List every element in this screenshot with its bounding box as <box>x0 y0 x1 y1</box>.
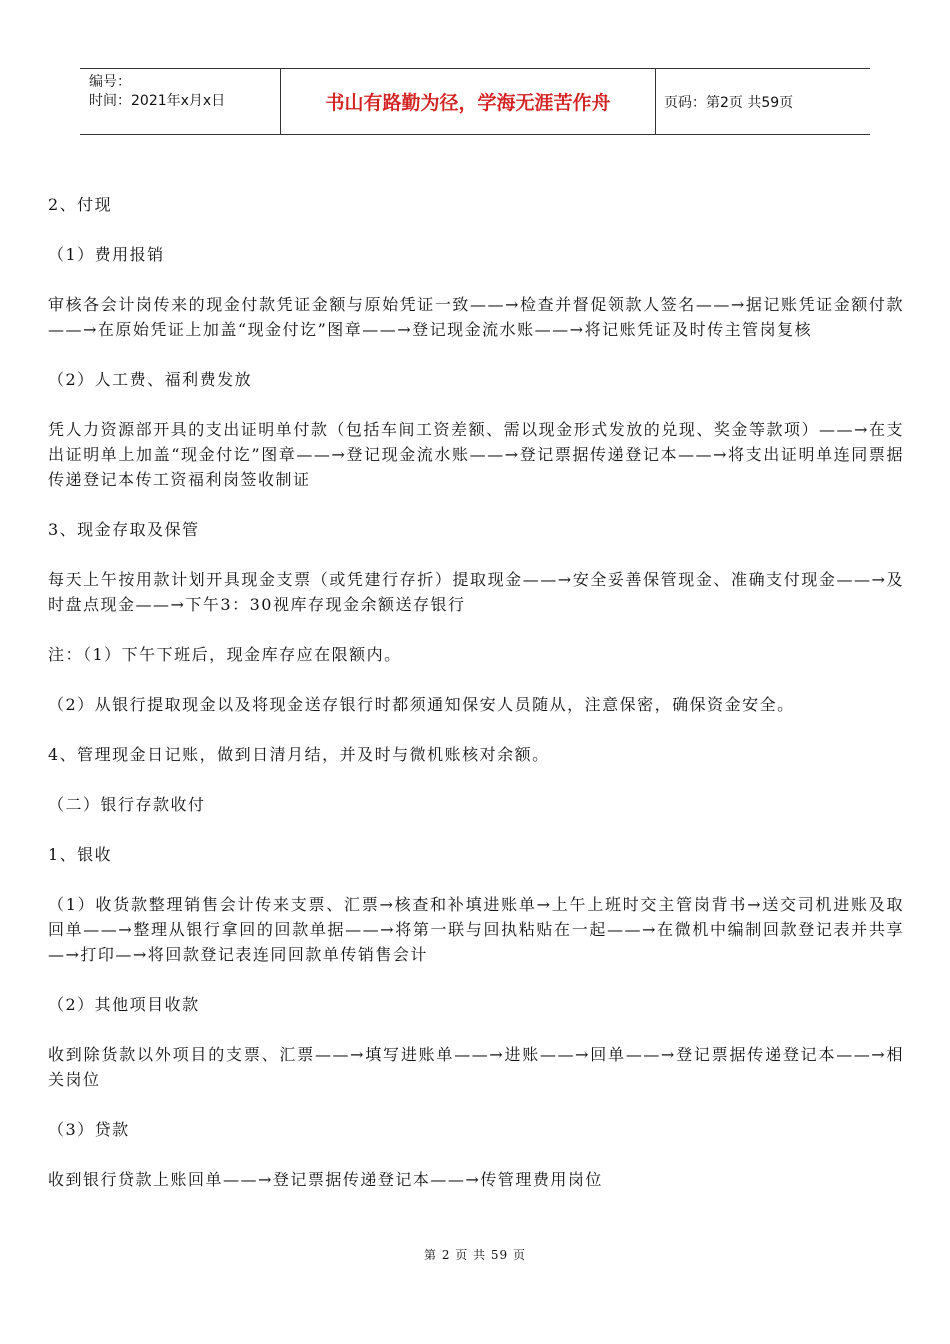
subsection-heading: （3）贷款 <box>48 1120 130 1139</box>
document-time-label: 时间：2021年x月x日 <box>89 93 226 109</box>
body-paragraph: 收到除货款以外项目的支票、汇票——→填写进账单——→进账——→回单——→登记票据传递登记本——→相关岗位 <box>48 1045 904 1089</box>
header-page-info: 页码：第2页 共59页 <box>664 94 794 111</box>
header-meta <box>80 69 281 134</box>
note-paragraph: 注：（1）下午下班后，现金库存应在限额内。 <box>48 645 402 664</box>
section-heading: 3、现金存取及保管 <box>48 520 200 539</box>
note-paragraph: （2）从银行提取现金以及将现金送存银行时都须通知保安人员随从，注意保密，确保资金安全。 <box>48 695 795 714</box>
body-paragraph: 4、管理现金日记账，做到日清月结，并及时与微机账核对余额。 <box>48 745 550 764</box>
section-heading: （二）银行存款收付 <box>48 795 206 814</box>
body-paragraph: （1）收货款整理销售会计传来支票、汇票→核查和补填进账单→上午上班时交主管岗背书→送交司机进账及取回单——→整理从银行拿回的回款单据——→将第一联与回执粘贴在一起——→在微机中编制回款登记表并共享—→打印—→将回款登记表连同回款单传销售会计 <box>48 895 904 964</box>
header-motto: 书山有路勤为径，学海无涯苦作舟 <box>281 69 656 134</box>
subsection-heading: （2）其他项目收款 <box>48 995 200 1014</box>
page-header <box>80 68 870 135</box>
body-paragraph: 收到银行贷款上账回单——→登记票据传递登记本——→传管理费用岗位 <box>48 1170 603 1189</box>
subsection-heading: （1）费用报销 <box>48 245 165 264</box>
body-paragraph: 每天上午按用款计划开具现金支票（或凭建行存折）提取现金——→安全妥善保管现金、准确支付现金——→及时盘点现金——→下午3：30视库存现金余额送存银行 <box>48 570 904 614</box>
document-body <box>48 192 904 1192</box>
subsection-heading: （2）人工费、福利费发放 <box>48 370 253 389</box>
section-heading: 2、付现 <box>48 195 113 214</box>
body-paragraph: 审核各会计岗传来的现金付款凭证金额与原始凭证一致——→检查并督促领款人签名——→据记账凭证金额付款——→在原始凭证上加盖“现金付讫”图章——→登记现金流水账——→将记账凭证及时传主管岗复核 <box>48 295 904 339</box>
section-heading: 1、银收 <box>48 845 113 864</box>
body-paragraph: 凭人力资源部开具的支出证明单付款（包括车间工资差额、需以现金形式发放的兑现、奖金等款项）——→在支出证明单上加盖“现金付讫”图章——→登记现金流水账——→登记票据传递登记本——→将支出证明单连同票据传递登记本传工资福利岗签收制证 <box>48 420 904 489</box>
page-footer: 第 2 页 共 59 页 <box>424 1248 526 1262</box>
document-number-label: 编号： <box>89 74 131 90</box>
